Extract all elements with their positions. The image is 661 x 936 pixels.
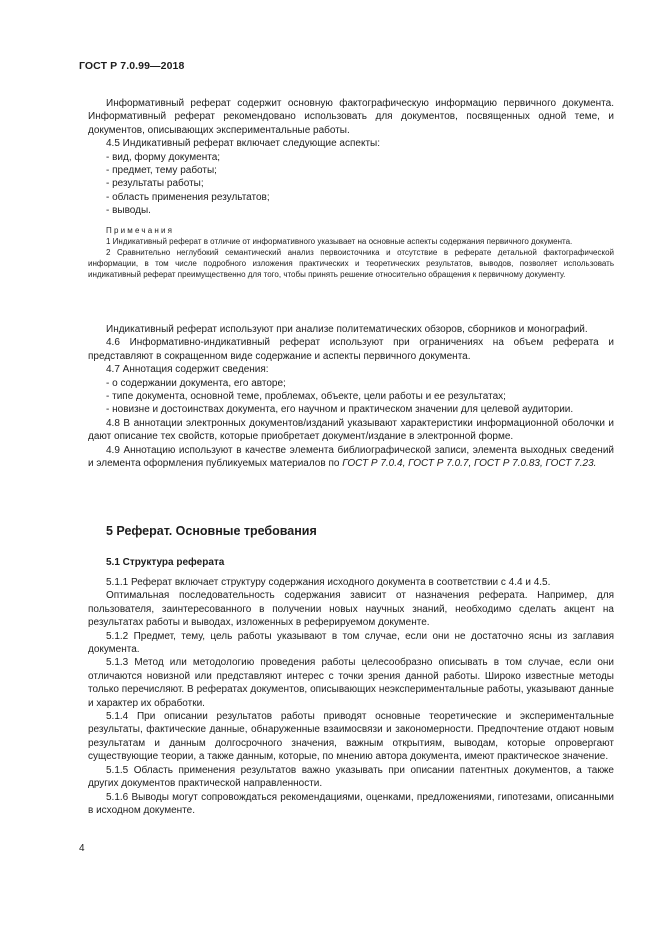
paragraph: Индикативный реферат используют при анализе политематических обзоров, сборников и монографий. [106, 324, 588, 335]
list-item: - типе документа, основной теме, проблемах, объекте, цели работы и ее результатах; [106, 391, 506, 403]
paragraph: 4.8 В аннотации электронных документов/изданий указывают характеристики информационной оболочки и дают описание тех свойств, которые приобретает документ/издание в электронной форме. [88, 417, 614, 443]
section-title: 5 Реферат. Основные требования [106, 524, 317, 538]
paragraph [88, 444, 614, 471]
list-item: - о содержании документа, его авторе; [106, 377, 286, 389]
notes-block [88, 225, 614, 280]
list-item: - предмет, тему работы; [106, 165, 217, 177]
paragraph: 5.1.6 Выводы могут сопровождаться рекомендациями, оценками, предложениями, гипотезами, описанными в исходном документе. [88, 791, 614, 816]
section4-block [88, 323, 614, 470]
list-item: - область применения результатов; [106, 191, 270, 203]
subsection-title: 5.1 Структура реферата [106, 557, 225, 568]
note-2: 2 Сравнительно неглубокий семантический анализ первоисточника и отсутствие в реферате детальной фактографической информации, в том числе подробного изложения практических и теоретических результатов, выводов, позволяет использовать индикативный реферат преимущественно для того, чтобы принять решение относительно обращения к первичному документу. [88, 248, 614, 279]
intro-block [88, 97, 614, 218]
note-1: 1 Индикативный реферат в отличие от информативного указывает на основные аспекты содержания первичного документа. [106, 237, 573, 246]
list-item: - результаты работы; [106, 178, 204, 190]
section5-block [88, 576, 614, 817]
paragraph: 4.7 Аннотация содержит сведения: [106, 364, 269, 376]
paragraph: Информативный реферат содержит основную фактографическую информацию первичного документа. Информативный реферат рекомендовано использовать для документов, посвященных одной теме, и документов, описывающих экспериментальные работы. [88, 98, 614, 136]
paragraph: 5.1.2 Предмет, тему, цель работы указывают в том случае, если они не достаточно ясны из заглавия документа. [88, 630, 614, 656]
list-item: - новизне и достоинствах документа, его научном и практическом значении для целевой аудитории. [106, 404, 574, 416]
paragraph: Оптимальная последовательность содержания зависит от назначения реферата. Например, для пользователя, заинтересованного в получении новых научных знаний, необходимо сделать акцент на результатах работы и выводах, изложенных в реферируемом документе. [88, 590, 614, 629]
paragraph: 5.1.1 Реферат включает структуру содержания исходного документа в соответствии с 4.4 и 4.5. [106, 577, 551, 588]
page-number: 4 [79, 843, 85, 854]
paragraph: 5.1.5 Область применения результатов важно указывать при описании патентных документов, а также других документов практической направленности. [88, 764, 614, 790]
paragraph: 4.5 Индикативный реферат включает следующие аспекты: [106, 138, 380, 150]
paragraph: 5.1.4 При описании результатов работы приводят основные теоретические и экспериментальные результаты, фактические данные, обнаруженные взаимосвязи и закономерности. Предпочтение отдают новым результатам и данным долгосрочного значения, важным открытиям, выводам, которые опровергают существующие теории, а также данным, которые, по мнению автора документа, имеют практическое значение. [88, 711, 614, 763]
list-item: - вид, форму документа; [106, 151, 221, 163]
standard-references: ГОСТ Р 7.0.4, ГОСТ Р 7.0.7, ГОСТ Р 7.0.83, ГОСТ 7.23. [342, 458, 597, 470]
list-item: - выводы. [106, 205, 151, 217]
paragraph: 5.1.3 Метод или методологию проведения работы целесообразно описывать в том случае, если они отличаются новизной или представляют интерес с точки зрения данной работы. Широко известные методы только перечисляют. В рефератах документов, описывающих неэкспериментальные работы, указывают данные и характер их обработки. [88, 657, 614, 709]
paragraph: 4.6 Информативно-индикативный реферат используют при ограничениях на объем реферата и представляют в сокращенном виде содержание и аспекты первичного документа. [88, 337, 614, 362]
document-header: ГОСТ Р 7.0.99—2018 [79, 60, 185, 72]
paragraph-text: 4.9 Аннотацию используют в качестве элемента библиографической записи, элемента выходных сведений и элемента оформления публикуемых материалов по [88, 444, 614, 470]
notes-heading: Примечания [106, 226, 175, 235]
